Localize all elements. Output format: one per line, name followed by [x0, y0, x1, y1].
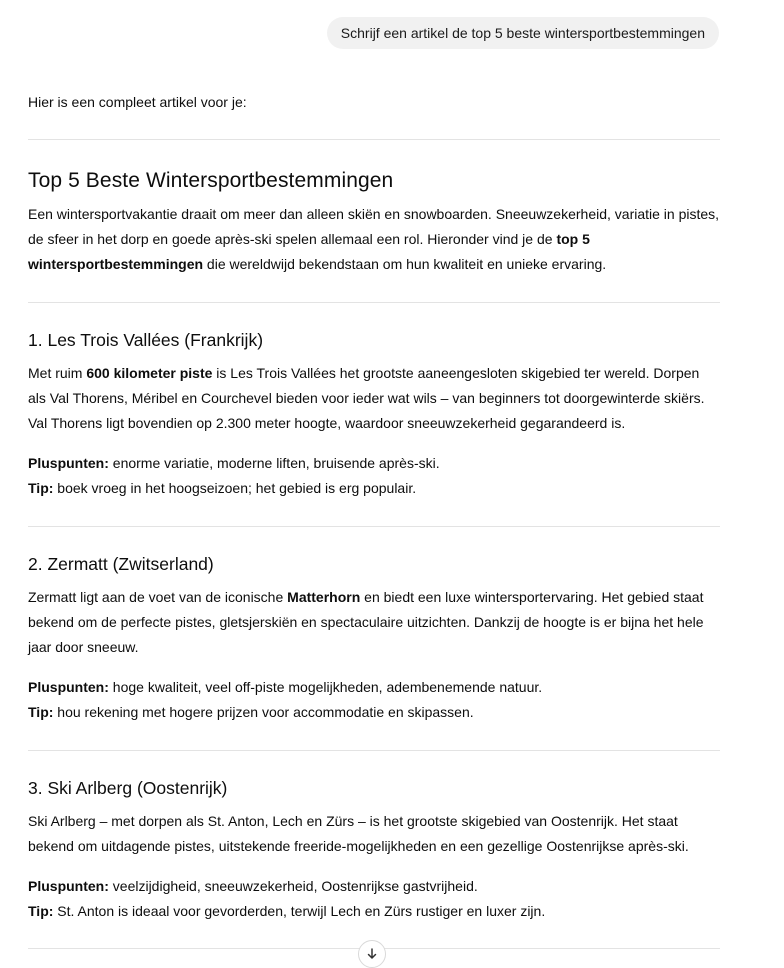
section-bold: Matterhorn: [287, 589, 361, 605]
section-heading: 1. Les Trois Vallées (Frankrijk): [28, 330, 264, 350]
section-body: [28, 585, 720, 660]
lead-text-end: die wereldwijd bekendstaan om hun kwaliteit en unieke ervaring.: [203, 256, 607, 272]
section-text-end: is Les Trois Vallées het grootste aaneengesloten skigebied ter wereld. Dorpen als Val Thorens, Méribel en Courchevel bieden voor ieder wat wils – van beginners tot doorgewinterde skiërs. Val Thorens ligt bovendien op 2.300 meter hoogte, waardoor sneeuwzekerheid gegarandeerd is.: [28, 365, 705, 431]
article-title: Top 5 Beste Wintersportbestemmingen: [28, 169, 394, 192]
user-message-bubble: Schrijf een artikel de top 5 beste wintersportbestemmingen: [327, 17, 719, 49]
tip-label: Tip:: [28, 903, 54, 919]
pluspoints-text: enorme variatie, moderne liften, bruisende après-ski.: [108, 455, 440, 471]
divider: [28, 750, 720, 751]
tip-text: hou rekening met hogere prijzen voor accommodatie en skipassen.: [53, 704, 474, 720]
arrow-down-icon: [366, 948, 378, 960]
divider: [28, 526, 720, 527]
section-pluspoints: [28, 451, 720, 476]
response-intro: Hier is een compleet artikel voor je:: [28, 94, 247, 110]
section-text: Met ruim: [28, 365, 87, 381]
section-text: Ski Arlberg – met dorpen als St. Anton, Lech en Zürs – is het grootste skigebied van Oostenrijk. Het staat bekend om uitdagende pistes, uitstekende freeride-mogelijkheden en een gezellige Oostenrijkse après-ski.: [28, 813, 689, 854]
tip-label: Tip:: [28, 480, 54, 496]
divider: [28, 139, 720, 140]
section-text: Zermatt ligt aan de voet van de iconische: [28, 589, 288, 605]
tip-text: St. Anton is ideaal voor gevorderden, terwijl Lech en Zürs rustiger en luxer zijn.: [53, 903, 546, 919]
scroll-to-bottom-button[interactable]: [358, 940, 386, 968]
section-text-end: en biedt een luxe wintersportervaring. Het gebied staat bekend om de perfecte pistes, gletsjerskiën en spectaculaire uitzichten. Dankzij de hoogte is er bijna het hele jaar door sneeuw.: [28, 589, 704, 655]
section-body: [28, 361, 720, 436]
tip-label: Tip:: [28, 704, 54, 720]
lead-bold: top 5 wintersportbestemmingen: [28, 231, 590, 272]
pluspoints-text: hoge kwaliteit, veel off-piste mogelijkheden, adembenemende natuur.: [108, 679, 543, 695]
pluspoints-label: Pluspunten:: [28, 679, 109, 695]
user-message-row: [327, 17, 719, 49]
pluspoints-label: Pluspunten:: [28, 455, 109, 471]
tip-text: boek vroeg in het hoogseizoen; het gebied is erg populair.: [53, 480, 417, 496]
section-pluspoints: [28, 874, 720, 899]
article-lead: [28, 202, 720, 277]
section-tip: [28, 476, 720, 501]
section-heading: 2. Zermatt (Zwitserland): [28, 554, 214, 574]
section-tip: [28, 700, 720, 725]
section-heading: 3. Ski Arlberg (Oostenrijk): [28, 778, 228, 798]
section-pluspoints: [28, 675, 720, 700]
section-body: [28, 809, 720, 859]
section-tip: [28, 899, 720, 924]
lead-text: Een wintersportvakantie draait om meer dan alleen skiën en snowboarden. Sneeuwzekerheid, variatie in pistes, de sfeer in het dorp en goede après-ski spelen allemaal een rol. Hieronder vind je de: [28, 206, 720, 247]
section-bold: 600 kilometer piste: [86, 365, 213, 381]
pluspoints-label: Pluspunten:: [28, 878, 109, 894]
pluspoints-text: veelzijdigheid, sneeuwzekerheid, Oostenrijkse gastvrijheid.: [108, 878, 478, 894]
divider: [28, 302, 720, 303]
